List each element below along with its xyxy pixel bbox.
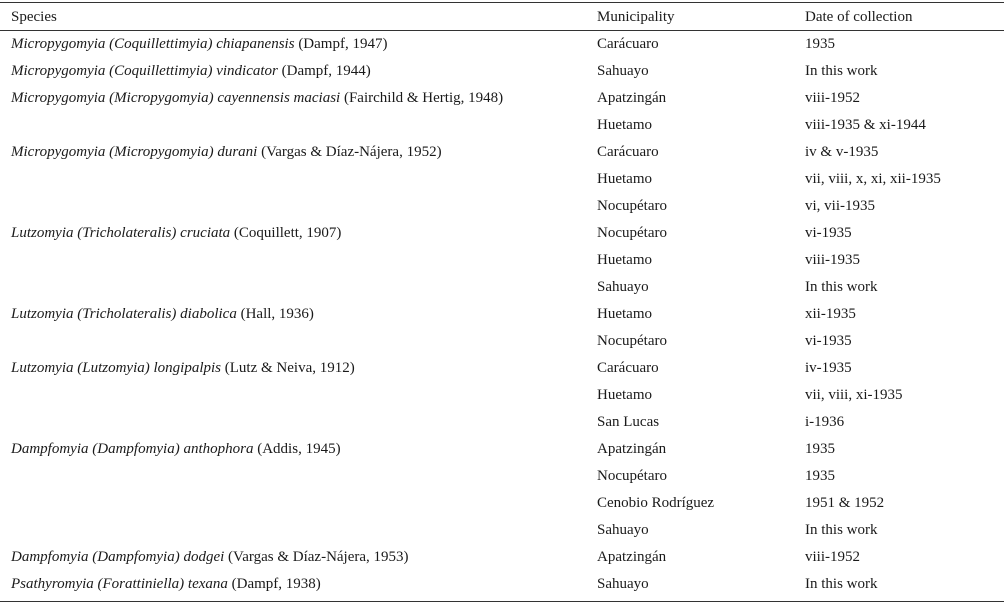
header-species: Species <box>11 9 57 25</box>
species-author: (Dampf, 1938) <box>227 576 321 592</box>
municipality-cell: Apatzingán <box>597 441 667 457</box>
species-author: (Dampf, 1947) <box>294 36 388 52</box>
table-row <box>0 301 1004 328</box>
date-cell: 1935 <box>805 468 835 484</box>
municipality-cell: Huetamo <box>597 387 652 403</box>
species-cell <box>11 58 371 85</box>
table-top-rule <box>0 2 1004 3</box>
table-row <box>0 571 1004 598</box>
table-row <box>0 328 1004 355</box>
species-author: (Dampf, 1944) <box>277 63 371 79</box>
species-name: Micropygomyia (Micropygomyia) durani <box>11 144 258 160</box>
table-row <box>0 463 1004 490</box>
table-row <box>0 193 1004 220</box>
table-row <box>0 112 1004 139</box>
table-row <box>0 382 1004 409</box>
table-row <box>0 58 1004 85</box>
date-cell: vii, viii, x, xi, xii-1935 <box>805 171 941 187</box>
municipality-cell: Huetamo <box>597 171 652 187</box>
table-row <box>0 436 1004 463</box>
municipality-cell: Nocupétaro <box>597 225 667 241</box>
municipality-cell: Carácuaro <box>597 144 659 160</box>
municipality-cell: San Lucas <box>597 414 660 430</box>
date-cell: viii-1935 <box>805 252 860 268</box>
table-row <box>0 355 1004 382</box>
municipality-cell: Apatzingán <box>597 549 667 565</box>
species-author: (Fairchild & Hertig, 1948) <box>340 90 504 106</box>
header-date: Date of collection <box>805 9 913 25</box>
species-name: Dampfomyia (Dampfomyia) dodgei <box>11 549 225 565</box>
table-row <box>0 31 1004 58</box>
date-cell: 1935 <box>805 441 835 457</box>
table-row <box>0 85 1004 112</box>
species-name: Micropygomyia (Micropygomyia) cayennensis maciasi <box>11 90 341 106</box>
table-row <box>0 409 1004 436</box>
date-cell: 1951 & 1952 <box>805 495 885 511</box>
table-header <box>0 4 1004 31</box>
date-cell: viii-1952 <box>805 549 860 565</box>
date-cell: In this work <box>805 279 878 295</box>
date-cell: iv-1935 <box>805 360 852 376</box>
species-name: Lutzomyia (Tricholateralis) diabolica <box>11 306 237 322</box>
species-cell <box>11 220 341 247</box>
species-cell <box>11 436 341 463</box>
date-cell: 1935 <box>805 36 835 52</box>
table-row <box>0 490 1004 517</box>
species-name: Psathyromyia (Forattiniella) texana <box>11 576 228 592</box>
municipality-cell: Sahuayo <box>597 522 649 538</box>
municipality-cell: Carácuaro <box>597 360 659 376</box>
table-row <box>0 274 1004 301</box>
species-cell <box>11 85 503 112</box>
municipality-cell: Sahuayo <box>597 63 649 79</box>
date-cell: vi, vii-1935 <box>805 198 875 214</box>
date-cell: xii-1935 <box>805 306 856 322</box>
species-name: Micropygomyia (Coquillettimyia) vindicator <box>11 63 278 79</box>
species-name: Dampfomyia (Dampfomyia) anthophora <box>11 441 254 457</box>
table-row <box>0 517 1004 544</box>
municipality-cell: Nocupétaro <box>597 468 667 484</box>
table-row <box>0 139 1004 166</box>
species-cell <box>11 139 442 166</box>
table-bottom-rule <box>0 601 1004 602</box>
date-cell: vii, viii, xi-1935 <box>805 387 903 403</box>
municipality-cell: Sahuayo <box>597 576 649 592</box>
species-name: Micropygomyia (Coquillettimyia) chiapanensis <box>11 36 295 52</box>
date-cell: i-1936 <box>805 414 845 430</box>
date-cell: In this work <box>805 522 878 538</box>
date-cell: iv & v-1935 <box>805 144 879 160</box>
municipality-cell: Nocupétaro <box>597 198 667 214</box>
species-author: (Vargas & Díaz-Nájera, 1953) <box>224 549 409 565</box>
species-name: Lutzomyia (Tricholateralis) cruciata <box>11 225 231 241</box>
table-row <box>0 220 1004 247</box>
species-author: (Addis, 1945) <box>253 441 341 457</box>
date-cell: viii-1952 <box>805 90 860 106</box>
table-row <box>0 247 1004 274</box>
species-author: (Lutz & Neiva, 1912) <box>221 360 355 376</box>
species-author: (Hall, 1936) <box>236 306 314 322</box>
species-cell <box>11 355 355 382</box>
species-cell <box>11 544 409 571</box>
date-cell: viii-1935 & xi-1944 <box>805 117 926 133</box>
municipality-cell: Apatzingán <box>597 90 667 106</box>
municipality-cell: Nocupétaro <box>597 333 667 349</box>
date-cell: vi-1935 <box>805 333 852 349</box>
municipality-cell: Cenobio Rodríguez <box>597 495 715 511</box>
municipality-cell: Huetamo <box>597 306 652 322</box>
municipality-cell: Huetamo <box>597 252 652 268</box>
date-cell: In this work <box>805 63 878 79</box>
species-cell <box>11 31 387 58</box>
species-name: Lutzomyia (Lutzomyia) longipalpis <box>11 360 222 376</box>
date-cell: In this work <box>805 576 878 592</box>
municipality-cell: Carácuaro <box>597 36 659 52</box>
table-row <box>0 166 1004 193</box>
header-municipality: Municipality <box>597 9 675 25</box>
species-author: (Vargas & Díaz-Nájera, 1952) <box>257 144 442 160</box>
species-cell <box>11 571 321 598</box>
municipality-cell: Sahuayo <box>597 279 649 295</box>
species-author: (Coquillett, 1907) <box>230 225 342 241</box>
date-cell: vi-1935 <box>805 225 852 241</box>
municipality-cell: Huetamo <box>597 117 652 133</box>
species-cell <box>11 301 314 328</box>
table-row <box>0 544 1004 571</box>
